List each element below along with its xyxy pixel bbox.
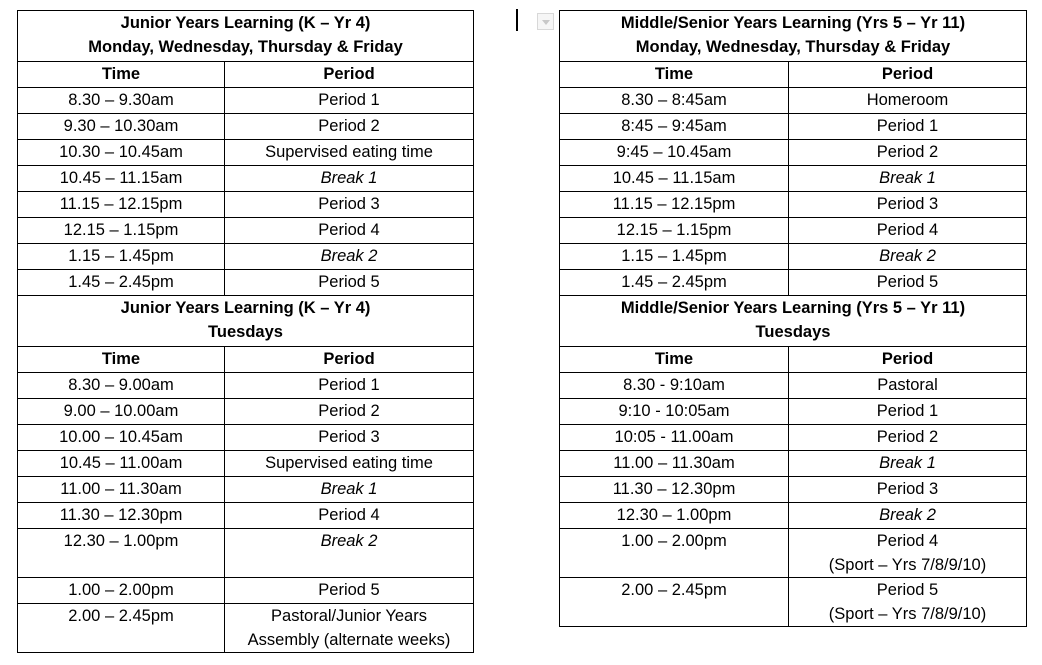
table-row (18, 270, 474, 296)
table-row (18, 244, 474, 270)
time-cell: 8.30 – 9.30am (18, 88, 225, 114)
time-cell: 11.00 – 11.30am (18, 477, 225, 503)
section-heading (560, 11, 1027, 62)
time-cell: 8.30 - 9:10am (560, 373, 789, 399)
time-column-header: Time (18, 62, 225, 88)
period-cell: Period 3 (789, 477, 1027, 503)
period-cell: Period 4 (225, 218, 474, 244)
table-row (560, 140, 1027, 166)
section-title: Middle/Senior Years Learning (Yrs 5 – Yr 11) (620, 14, 966, 32)
time-cell: 10.45 – 11.15am (560, 166, 789, 192)
table-row (18, 451, 474, 477)
period-line: Period 4 (876, 532, 939, 550)
period-cell: Period 2 (225, 114, 474, 140)
table-row (18, 192, 474, 218)
period-cell: Break 2 (225, 529, 474, 578)
period-cell: Period 3 (225, 192, 474, 218)
time-column-header: Time (560, 347, 789, 373)
period-cell: Period 1 (789, 114, 1027, 140)
section-heading (18, 296, 474, 347)
time-cell: 12.15 – 1.15pm (560, 218, 789, 244)
time-cell: 1.15 – 1.45pm (18, 244, 225, 270)
time-cell: 1.45 – 2.45pm (560, 270, 789, 296)
period-cell: Period 2 (789, 140, 1027, 166)
time-cell: 2.00 – 2.45pm (560, 578, 789, 627)
table-header-row (18, 11, 474, 62)
period-column-header: Period (789, 62, 1027, 88)
text-cursor (516, 9, 518, 31)
table-row (18, 88, 474, 114)
time-cell: 10.00 – 10.45am (18, 425, 225, 451)
time-cell: 10:05 - 11.00am (560, 425, 789, 451)
period-cell: Break 1 (225, 477, 474, 503)
section-title: Junior Years Learning (K – Yr 4) (120, 299, 371, 317)
time-cell: 10.45 – 11.00am (18, 451, 225, 477)
period-cell: Period 2 (225, 399, 474, 425)
period-cell: Break 1 (789, 166, 1027, 192)
table-row (18, 578, 474, 604)
period-cell: Period 5 (225, 270, 474, 296)
dropdown-arrow-icon[interactable] (537, 13, 554, 30)
period-cell: Break 2 (789, 503, 1027, 529)
period-cell: Period 5 (789, 270, 1027, 296)
period-cell (789, 578, 1027, 627)
time-cell: 1.15 – 1.45pm (560, 244, 789, 270)
table-row (560, 270, 1027, 296)
section-days: Monday, Wednesday, Thursday & Friday (88, 38, 403, 56)
time-cell: 9.30 – 10.30am (18, 114, 225, 140)
table-row (18, 399, 474, 425)
period-cell: Period 3 (789, 192, 1027, 218)
time-cell: 10.30 – 10.45am (18, 140, 225, 166)
time-cell: 9:10 - 10:05am (560, 399, 789, 425)
middle-senior-years-timetable (559, 10, 1027, 627)
section-title: Junior Years Learning (K – Yr 4) (120, 14, 371, 32)
time-cell: 8:45 – 9:45am (560, 114, 789, 140)
time-cell: 9:45 – 10.45am (560, 140, 789, 166)
time-cell: 10.45 – 11.15am (18, 166, 225, 192)
time-cell: 11.30 – 12.30pm (560, 477, 789, 503)
period-cell: Break 2 (789, 244, 1027, 270)
table-row (18, 114, 474, 140)
section-heading (18, 11, 474, 62)
period-cell (789, 529, 1027, 578)
period-column-header: Period (225, 347, 474, 373)
column-header-row (560, 62, 1027, 88)
period-cell: Supervised eating time (225, 451, 474, 477)
time-cell: 12.30 – 1.00pm (560, 503, 789, 529)
table-row (560, 477, 1027, 503)
period-line: Assembly (alternate weeks) (247, 631, 451, 649)
table-row (560, 399, 1027, 425)
period-column-header: Period (789, 347, 1027, 373)
period-cell: Period 1 (225, 88, 474, 114)
section-days: Monday, Wednesday, Thursday & Friday (635, 38, 951, 56)
column-header-row (18, 62, 474, 88)
table-header-row (560, 296, 1027, 347)
period-cell: Break 2 (225, 244, 474, 270)
time-column-header: Time (560, 62, 789, 88)
period-line: (Sport – Yrs 7/8/9/10) (828, 556, 987, 574)
section-heading (560, 296, 1027, 347)
period-cell: Supervised eating time (225, 140, 474, 166)
table-row (560, 166, 1027, 192)
period-cell: Period 1 (789, 399, 1027, 425)
table-row (18, 604, 474, 653)
period-cell: Period 5 (225, 578, 474, 604)
table-row (18, 373, 474, 399)
section-days: Tuesdays (755, 323, 831, 341)
table-row (18, 477, 474, 503)
section-days: Tuesdays (208, 323, 283, 341)
time-cell: 1.00 – 2.00pm (18, 578, 225, 604)
period-cell: Period 3 (225, 425, 474, 451)
table-row (560, 192, 1027, 218)
period-line: (Sport – Yrs 7/8/9/10) (828, 605, 987, 623)
period-line: Period 5 (876, 581, 939, 599)
table-row (18, 529, 474, 578)
table-row (560, 425, 1027, 451)
period-line: Pastoral/Junior Years (271, 607, 427, 625)
period-cell: Period 4 (225, 503, 474, 529)
table-header-row (560, 11, 1027, 62)
table-row (18, 218, 474, 244)
period-column-header: Period (225, 62, 474, 88)
period-cell: Period 4 (789, 218, 1027, 244)
time-cell: 11.30 – 12.30pm (18, 503, 225, 529)
table-row (18, 425, 474, 451)
period-cell: Pastoral (789, 373, 1027, 399)
table-row (560, 503, 1027, 529)
time-cell: 8.30 – 9.00am (18, 373, 225, 399)
table-row (560, 373, 1027, 399)
period-cell: Break 1 (225, 166, 474, 192)
time-cell: 11.00 – 11.30am (560, 451, 789, 477)
table-row (560, 88, 1027, 114)
section-title: Middle/Senior Years Learning (Yrs 5 – Yr 11) (620, 299, 966, 317)
time-cell: 1.00 – 2.00pm (560, 529, 789, 578)
period-cell (225, 604, 474, 653)
table-row (560, 529, 1027, 578)
time-cell: 9.00 – 10.00am (18, 399, 225, 425)
time-cell: 8.30 – 8:45am (560, 88, 789, 114)
time-cell: 1.45 – 2.45pm (18, 270, 225, 296)
table-row (560, 218, 1027, 244)
table-header-row (18, 296, 474, 347)
column-header-row (560, 347, 1027, 373)
table-row (560, 451, 1027, 477)
table-row (18, 166, 474, 192)
period-cell: Homeroom (789, 88, 1027, 114)
junior-years-timetable (17, 10, 474, 653)
table-row (18, 503, 474, 529)
table-row (18, 140, 474, 166)
table-row (560, 578, 1027, 627)
time-cell: 2.00 – 2.45pm (18, 604, 225, 653)
time-cell: 12.15 – 1.15pm (18, 218, 225, 244)
table-row (560, 244, 1027, 270)
period-cell: Period 2 (789, 425, 1027, 451)
time-cell: 11.15 – 12.15pm (560, 192, 789, 218)
time-cell: 12.30 – 1.00pm (18, 529, 225, 578)
time-cell: 11.15 – 12.15pm (18, 192, 225, 218)
column-header-row (18, 347, 474, 373)
period-cell: Period 1 (225, 373, 474, 399)
period-cell: Break 1 (789, 451, 1027, 477)
time-column-header: Time (18, 347, 225, 373)
table-row (560, 114, 1027, 140)
